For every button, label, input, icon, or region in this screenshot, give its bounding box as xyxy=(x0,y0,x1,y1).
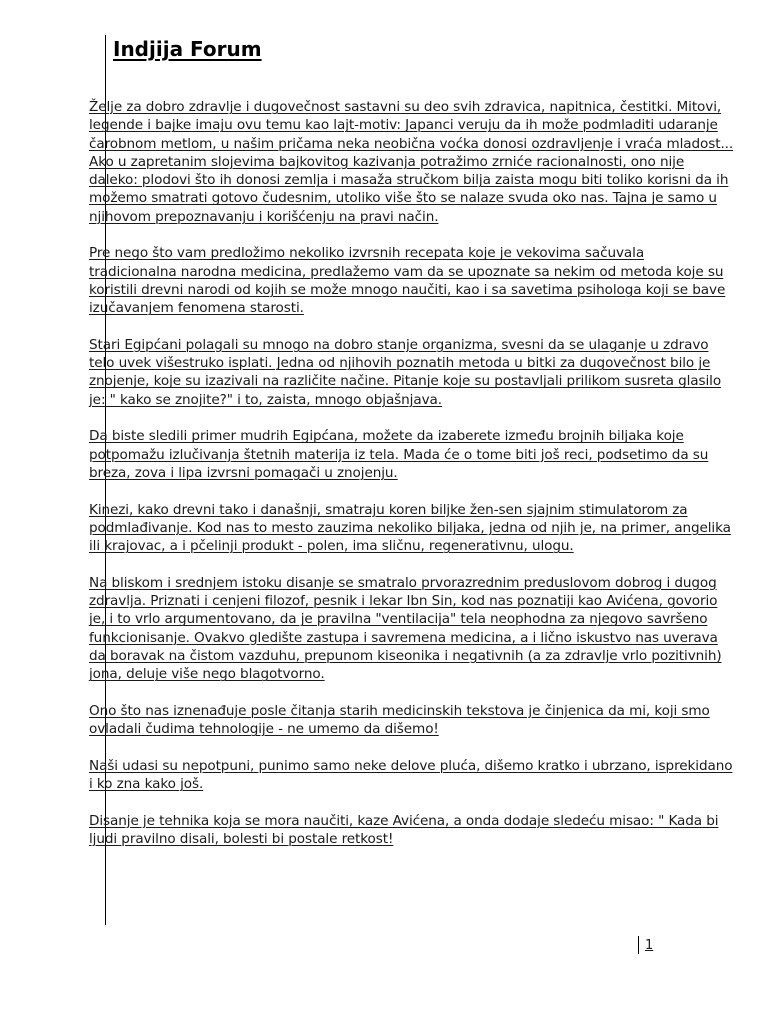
paragraph-2: Pre nego što vam predložimo nekoliko izvrsnih recepata koje je vekovima sačuvala tradicionalna narodna medicina, predlažemo vam da se upoznate sa nekim od metoda koje su koristili drevni narodi od kojih se može mnogo naučiti, kao i sa savetima psihologa koji se bave izučavanjem fenomena starosti. xyxy=(89,245,726,317)
article-body xyxy=(89,98,734,866)
page-footer xyxy=(638,936,653,954)
paragraph-3: Stari Egipćani polagali su mnogo na dobro stanje organizma, svesni da se ulaganje u zdravo telo uvek višestruko isplati. Jedna od njihovih poznatih metoda u bitki za dugovečnost bilo je znojenje, koje su izazivali na različite načine. Pitanje koje su postavljali prilikom susreta glasilo je: " kako se znojite?" i to, zaista, mnogo objašnjava. xyxy=(89,336,722,408)
paragraph-1: Želje za dobro zdravlje i dugovečnost sastavni su deo svih zdravica, napitnica, čestitki. Mitovi, legende i bajke imaju ovu temu kao lajt-motiv: Japanci veruju da ih može podmladiti udaranje čarobnom metlom, u našim pričama neka neobična voćka donosi ozdravljenje i vraća mladost... Ako u zapretanim slojevima bajkovitog kazivanja potražimo zrniće racionalnosti, ono nije daleko: plodovi što ih donosi zemlja i masaža stručkom bilja zaista mogu biti toliko korisni da ih možemo smatrati gotovo čudesnim, utoliko više što se nalaze svuda oko nas. Tajna je samo u njihovom prepoznavanju i korišćenju na pravi način. xyxy=(89,99,734,225)
paragraph-6: Na bliskom i srednjem istoku disanje se smatralo prvorazrednim preduslovom dobrog i dugog zdravlja. Priznati i cenjeni filozof, pesnik i lekar Ibn Sin, kod nas poznatiji kao Avićena, govorio je, i to vrlo argumentovano, da je pravilna "ventilacija" tela neophodna za njegovo savršeno funkcionisanje. Ovakvo gledište zastupa i savremena medicina, a i lično iskustvo nas uverava da boravak na čistom vazduhu, prepunom kiseonika i negativnih (a za zdravlje vrlo pozitivnih) jona, deluje više nego blagotvorno. xyxy=(89,574,722,683)
page-title: Indjija Forum xyxy=(113,37,262,61)
paragraph-9: Disanje je tehnika koja se mora naučiti, kaze Avićena, a onda dodaje sledeću misao: " Kada bi ljudi pravilno disali, bolesti bi postale retkost! xyxy=(89,812,719,847)
paragraph-5: Kinezi, kako drevni tako i današnji, smatraju koren biljke žen-sen sjajnim stimulatorom za podmlađivanje. Kod nas to mesto zauzima nekoliko biljaka, jedna od njih je, na primer, angelika ili krajovac, a i pčelinji produkt - polen, ima sličnu, regenerativnu, ulogu. xyxy=(89,501,731,555)
paragraph-7: Ono što nas iznenađuje posle čitanja starih medicinskih tekstova je činjenica da mi, koji smo ovladali čudima tehnologije - ne umemo da dišemo! xyxy=(89,702,710,738)
page-number: 1 xyxy=(645,937,654,953)
paragraph-4: Da biste sledili primer mudrih Egipćana, možete da izaberete između brojnih biljaka koje potpomažu izlučivanja štetnih materija iz tela. Mada će o tome biti još reci, podsetimo da su breza, zova i lipa izvrsni pomagači u znojenju. xyxy=(89,428,709,481)
paragraph-8: Naši udasi su nepotpuni, punimo samo neke delove pluća, dišemo kratko i ubrzano, isprekidano i ko zna kako još. xyxy=(89,757,733,792)
footer-divider xyxy=(638,936,639,954)
